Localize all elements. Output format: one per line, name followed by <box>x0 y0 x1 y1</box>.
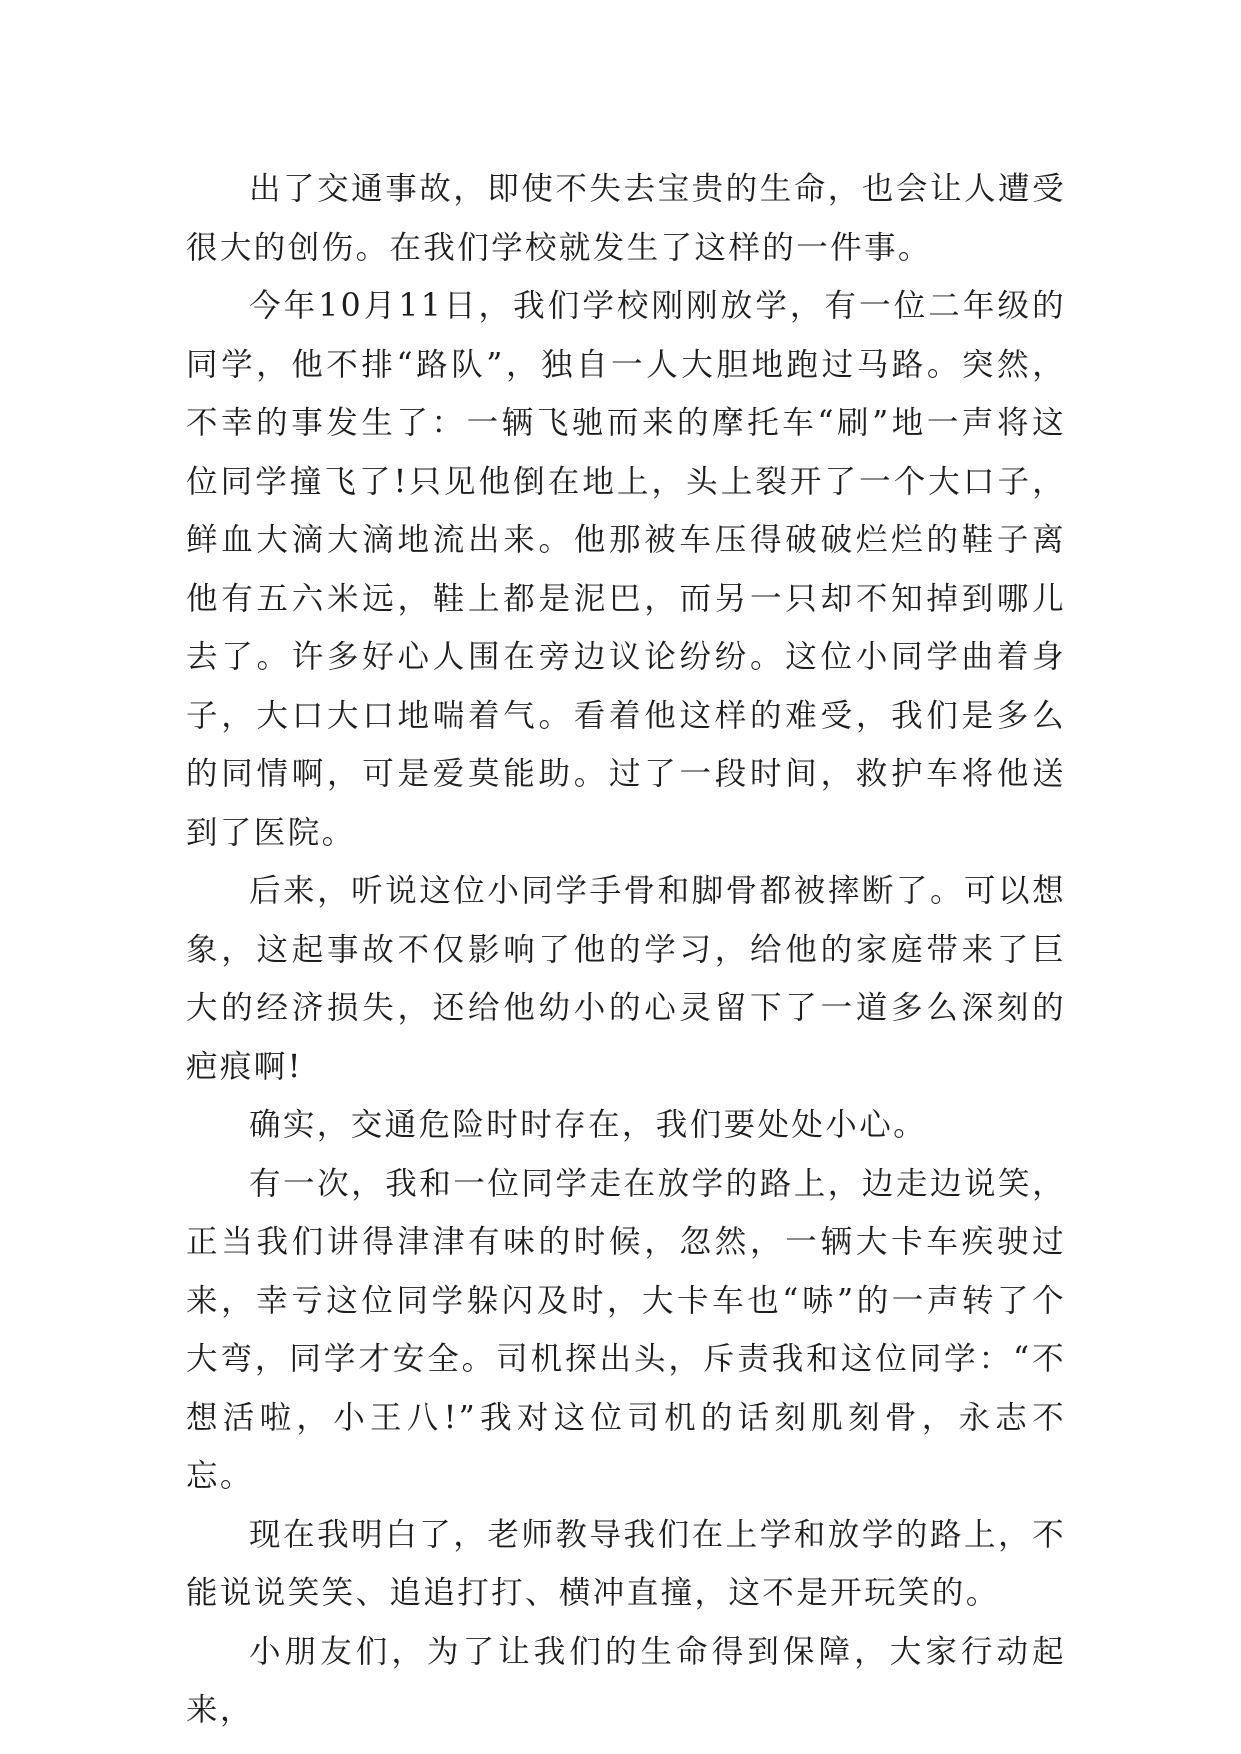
paragraph-5: 有一次，我和一位同学走在放学的路上，边走边说笑，正当我们讲得津津有味的时候，忽然，一辆大卡车疾驶过来，幸亏这位同学躲闪及时，大卡车也“哧”的一声转了个大弯，同学才安全。司机探出头，斥责我和这位同学：“不想活啦，小王八!”我对这位司机的话刻肌刻骨，永志不忘。 <box>186 1165 1066 1494</box>
paragraph-4: 确实，交通危险时时存在，我们要处处小心。 <box>249 1107 928 1143</box>
paragraph-3: 后来，听说这位小同学手骨和脚骨都被摔断了。可以想象，这起事故不仅影响了他的学习，给他的家庭带来了巨大的经济损失，还给他幼小的心灵留下了一道多么深刻的疤痕啊! <box>186 873 1066 1085</box>
paragraph-7: 小朋友们，为了让我们的生命得到保障，大家行动起来， <box>186 1633 1066 1728</box>
paragraph-6: 现在我明白了，老师教导我们在上学和放学的路上，不能说说笑笑、追追打打、横冲直撞，这不是开玩笑的。 <box>186 1516 1066 1611</box>
body-text <box>186 160 1066 1740</box>
paragraph-1: 出了交通事故，即使不失去宝贵的生命，也会让人遭受很大的创伤。在我们学校就发生了这样的一件事。 <box>186 171 1066 266</box>
paragraph-2: 今年10月11日，我们学校刚刚放学，有一位二年级的同学，他不排“路队”，独自一人大胆地跑过马路。突然，不幸的事发生了：一辆飞驰而来的摩托车“刷”地一声将这位同学撞飞了!只见他倒在地上，头上裂开了一个大口子，鲜血大滴大滴地流出来。他那被车压得破破烂烂的鞋子离他有五六米远，鞋上都是泥巴，而另一只却不知掉到哪儿去了。许多好心人围在旁边议论纷纷。这位小同学曲着身子，大口大口地喘着气。看着他这样的难受，我们是多么的同情啊，可是爱莫能助。过了一段时间，救护车将他送到了医院。 <box>186 288 1066 851</box>
